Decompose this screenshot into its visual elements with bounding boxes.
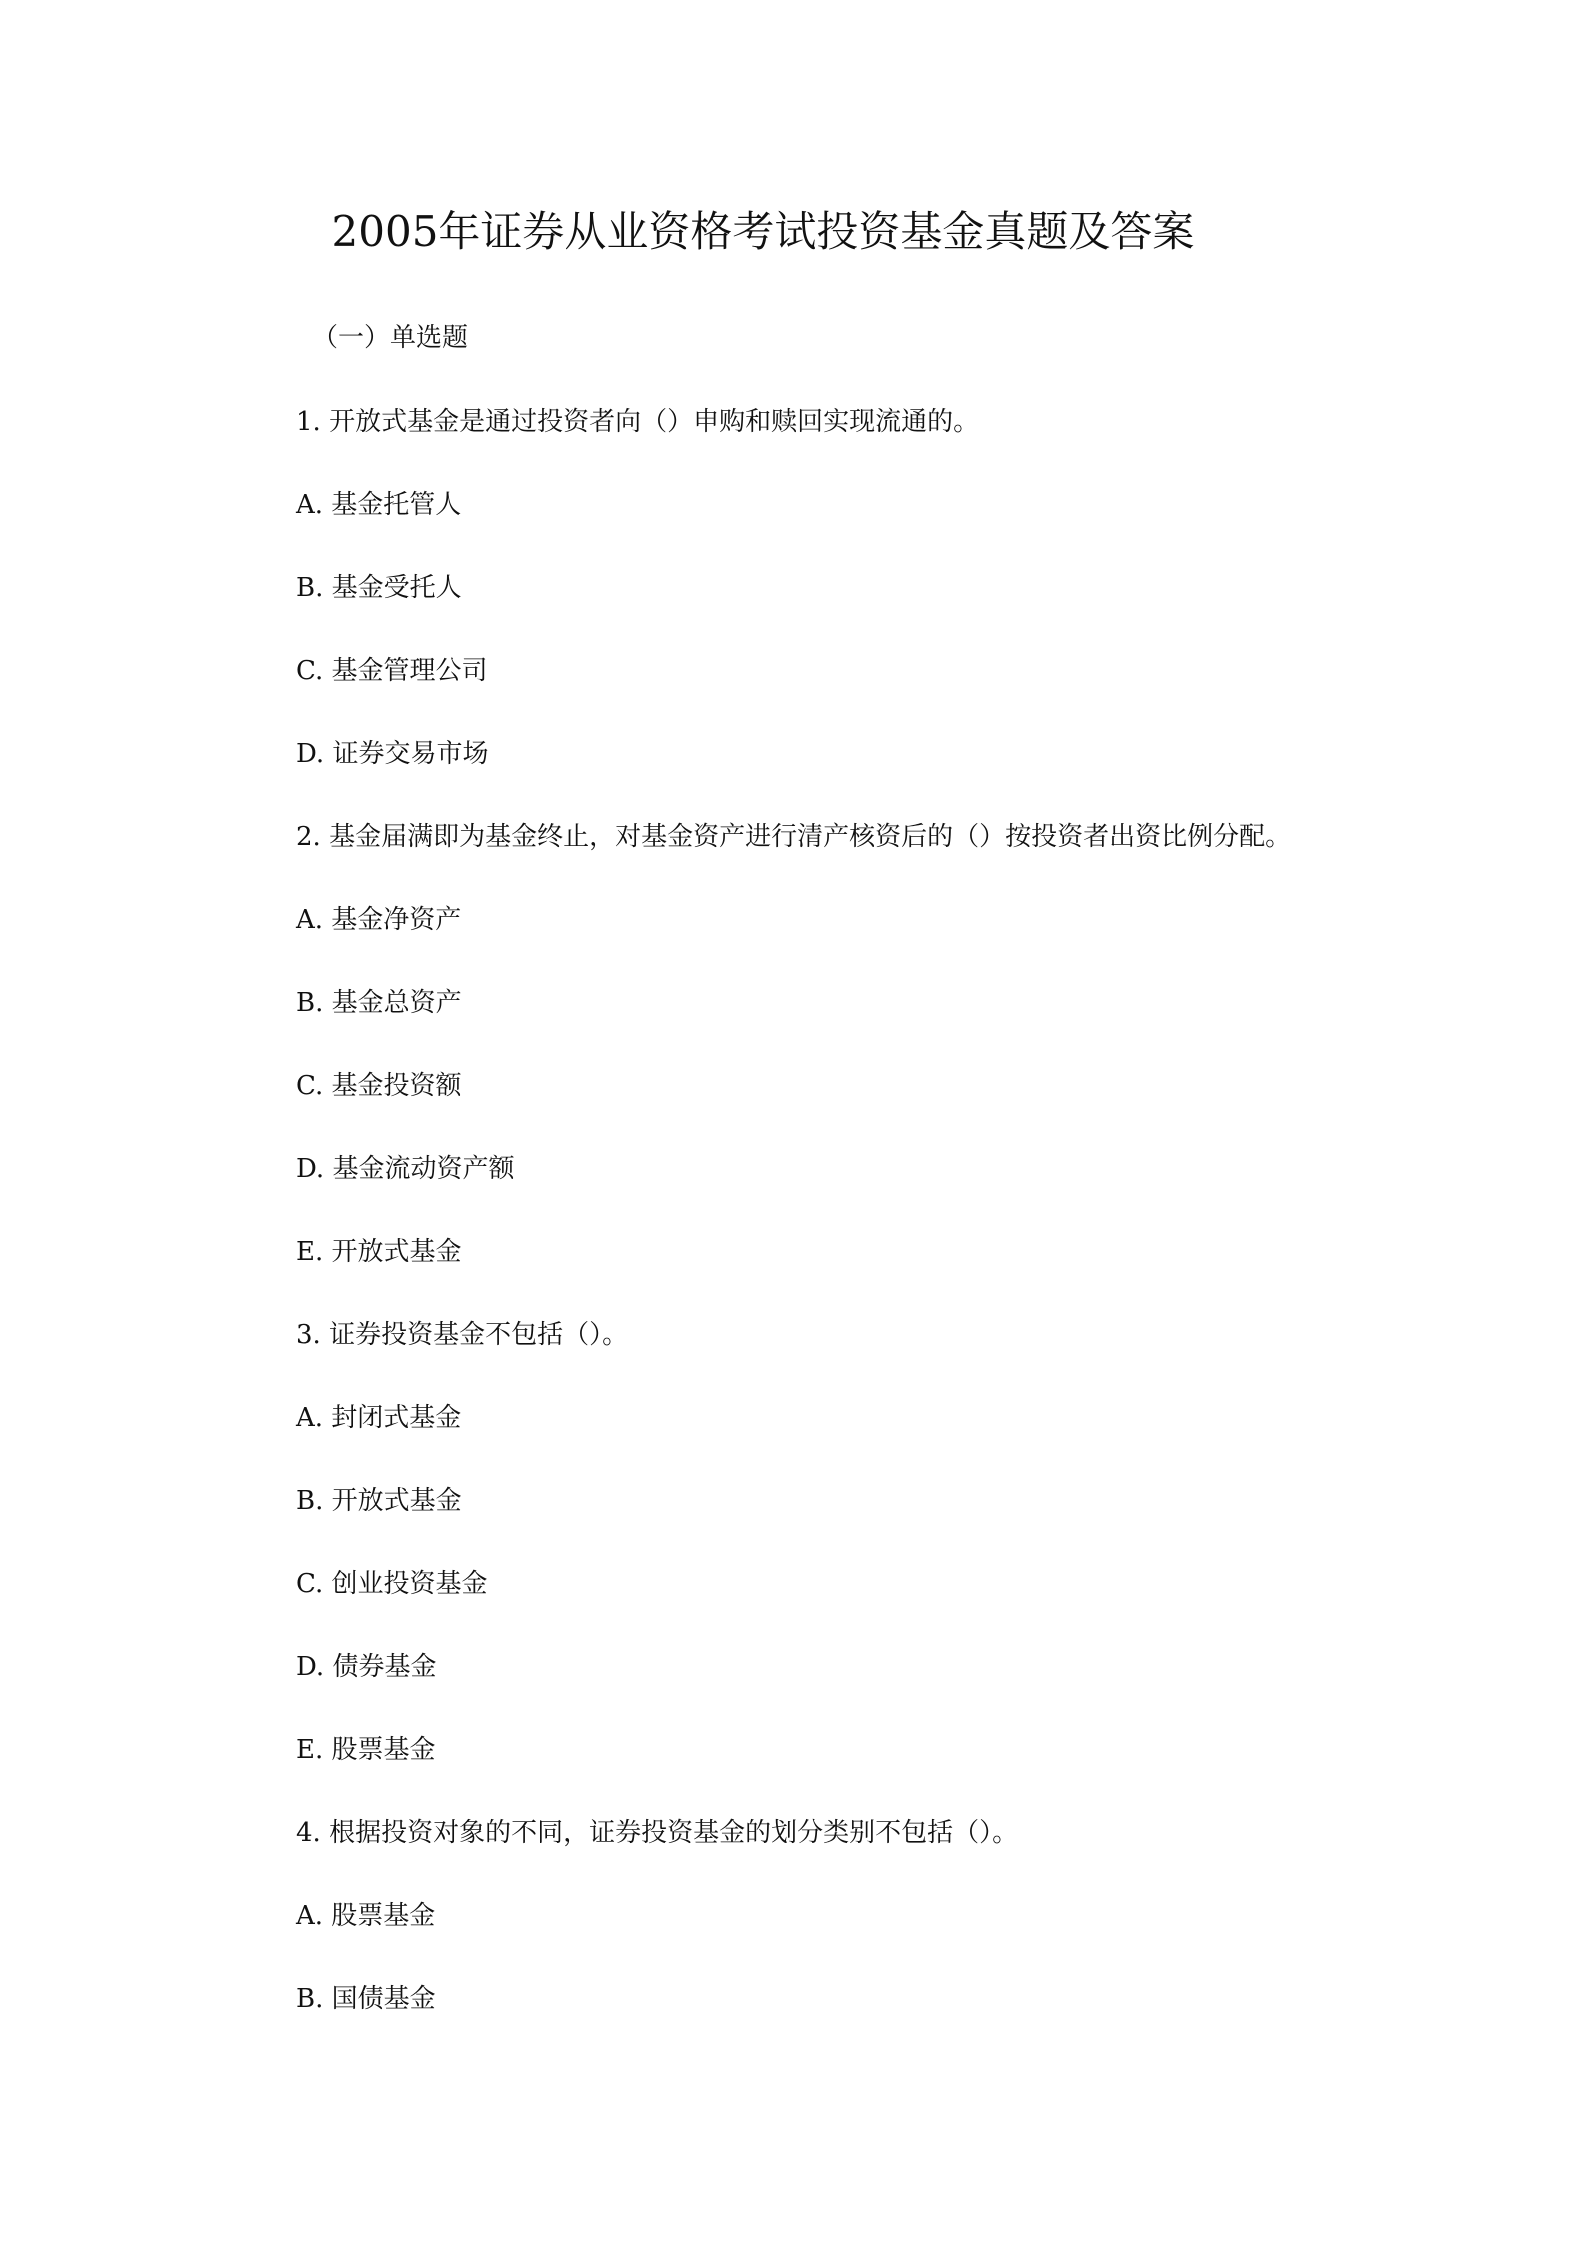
question-3: 3. 证券投资基金不包括（）。 (296, 1320, 629, 1350)
section-heading: （一）单选题 (312, 323, 469, 353)
q3-option-b: B. 开放式基金 (296, 1486, 462, 1516)
q1-option-c: C. 基金管理公司 (296, 656, 488, 686)
q2-option-c: C. 基金投资额 (296, 1071, 462, 1101)
q2-option-a: A. 基金净资产 (296, 905, 462, 935)
q2-option-d: D. 基金流动资产额 (296, 1154, 515, 1184)
q3-option-c: C. 创业投资基金 (296, 1569, 488, 1599)
q3-option-d: D. 债券基金 (296, 1652, 437, 1682)
q1-option-b: B. 基金受托人 (296, 573, 462, 603)
q3-option-e: E. 股票基金 (296, 1735, 436, 1765)
q4-option-a: A. 股票基金 (296, 1901, 436, 1931)
q1-option-a: A. 基金托管人 (296, 490, 462, 520)
q2-option-b: B. 基金总资产 (296, 988, 462, 1018)
question-1: 1. 开放式基金是通过投资者向（）申购和赎回实现流通的。 (296, 407, 980, 437)
question-2: 2. 基金届满即为基金终止，对基金资产进行清产核资后的（）按投资者出资比例分配。 (296, 822, 1292, 852)
q3-option-a: A. 封闭式基金 (296, 1403, 462, 1433)
q2-option-e: E. 开放式基金 (296, 1237, 462, 1267)
document-title-text: 2005年证券从业资格考试投资基金真题及答案 (331, 207, 1195, 256)
q1-option-d: D. 证券交易市场 (296, 739, 489, 769)
q4-option-b: B. 国债基金 (296, 1984, 436, 2014)
document-title (0, 202, 1586, 262)
question-4: 4. 根据投资对象的不同，证券投资基金的划分类别不包括（）。 (296, 1818, 1019, 1848)
